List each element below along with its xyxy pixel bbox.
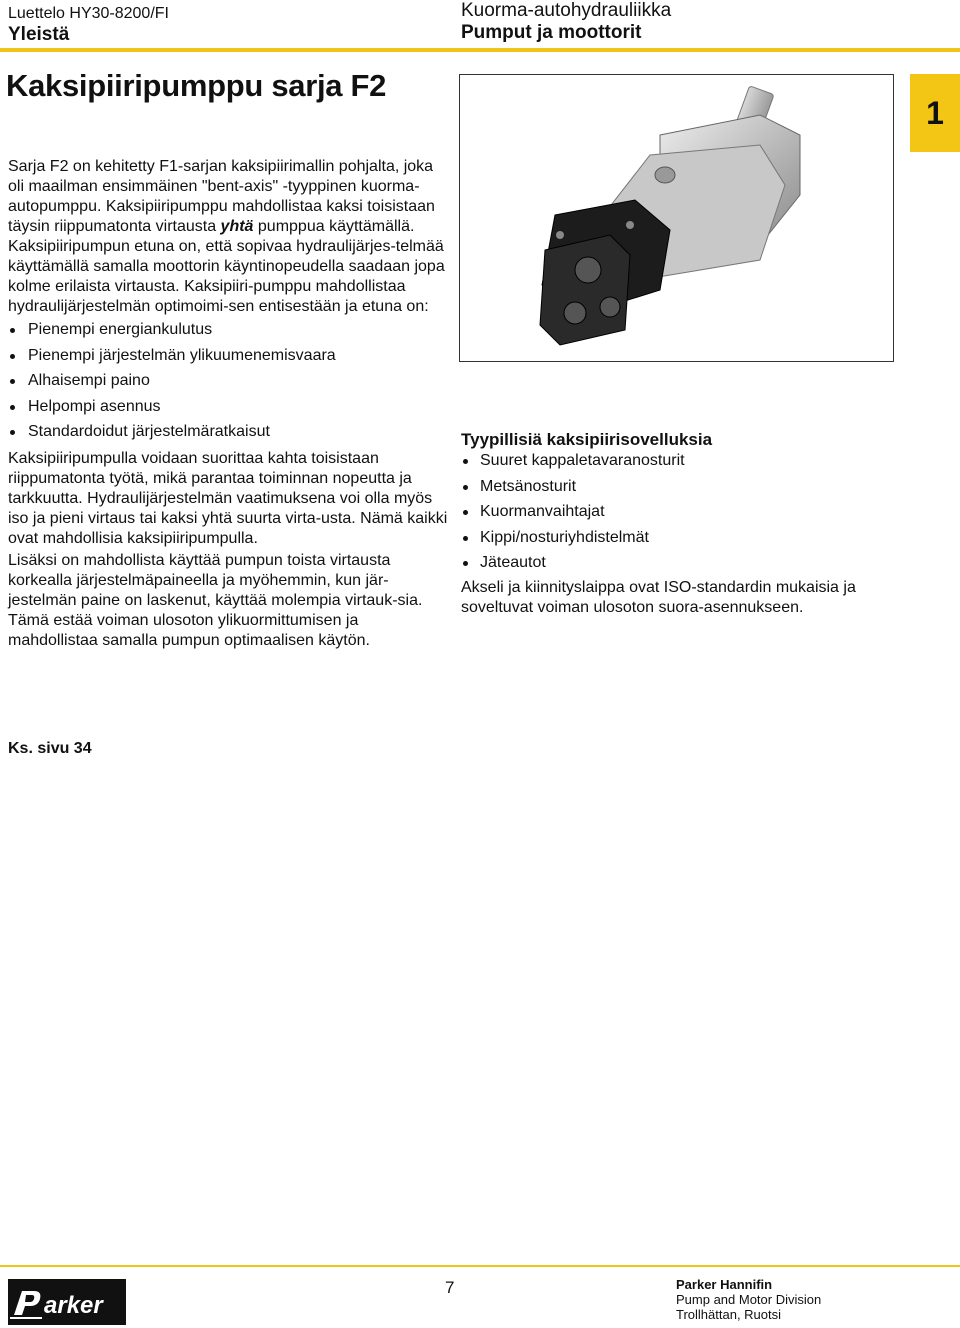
applications-column: [461, 430, 911, 618]
applications-list: [461, 450, 911, 578]
list-item: Suuret kappaletavaranosturit: [461, 450, 911, 476]
section-tab: [910, 74, 960, 152]
main-text-column: [8, 157, 448, 651]
parker-logo: [8, 1279, 126, 1325]
svg-text:arker: arker: [44, 1292, 103, 1319]
division-name: Pump and Motor Division: [676, 1292, 822, 1307]
list-item: Metsänosturit: [461, 476, 911, 502]
intro-p1-tail: pumppua käyttämällä.: [253, 218, 415, 235]
list-item: Jäteautot: [461, 552, 911, 578]
emphasis-text: yhtä: [220, 218, 254, 235]
list-item: Alhaisempi paino: [8, 370, 448, 396]
parker-logo-icon: [8, 1279, 126, 1325]
body-paragraph-3: Kaksipiiripumpulla voidaan suorittaa kahta toisistaan riippumatonta työtä, mikä parantaa toiminnan nopeutta ja tarkkuutta. Hydraulijärjestelmän vaatimuksena voi olla myös iso ja pieni virtaus tai kaksi yhtä suurta virta-usta. Nämä kaikki ovat mahdollisia kaksipiiripumpulla.: [8, 449, 448, 547]
page-reference-link[interactable]: Ks. sivu 34: [8, 740, 92, 757]
intro-paragraph-2: Kaksipiiripumpun etuna on, että sopivaa hydraulijärjes-telmää käyttämällä samalla moottorin käyntinopeudella saadaan jopa kolme erilaista virtausta. Kaksipiiri-pumppu mahdollistaa hydraulijärjestelmän optimoimi-sen entisestään ja etuna on:: [8, 238, 445, 315]
header-divider: [0, 48, 960, 52]
list-item: Pienempi järjestelmän ylikuumenemisvaara: [8, 345, 448, 371]
catalog-number: Luettelo HY30-8200/FI: [8, 5, 169, 22]
category-label: Kuorma-autohydrauliikka: [461, 0, 672, 21]
pump-photo: [459, 74, 894, 362]
company-name: Parker Hannifin: [676, 1277, 773, 1292]
section-tab-number: 1: [926, 95, 944, 131]
list-item: Helpompi asennus: [8, 396, 448, 422]
intro-paragraph-1: [8, 157, 448, 237]
list-item: Pienempi energiankulutus: [8, 319, 448, 345]
subcategory-label: Pumput ja moottorit: [461, 22, 642, 43]
list-item: Kippi/nosturiyhdistelmät: [461, 527, 911, 553]
applications-note: Akseli ja kiinnityslaippa ovat ISO-standardin mukaisia ja soveltuvat voiman ulosoton suora-asennukseen.: [461, 578, 856, 616]
section-label: Yleistä: [8, 24, 70, 45]
footer-company: [676, 1277, 821, 1322]
applications-heading: Tyypillisiä kaksipiirisovelluksia: [461, 430, 713, 449]
list-item: Standardoidut järjestelmäratkaisut: [8, 421, 448, 447]
pump-illustration: [460, 75, 893, 361]
header-right: [461, 0, 671, 44]
footer-divider: [0, 1265, 960, 1267]
body-paragraph-4: Lisäksi on mahdollista käyttää pumpun toista virtausta korkealla järjestelmäpaineella ja myöhemmin, kun jär-jestelmän paine on laskenut, käyttää molempia virtauk-sia. Tämä estää voiman ulosoton ylikuormittumisen ja mahdollistaa samalla pumpun optimaalisen käytön.: [8, 551, 423, 649]
location-name: Trollhättan, Ruotsi: [676, 1307, 782, 1322]
intro-p1-text: Sarja F2 on kehitetty F1-sarjan kaksipiirimallin pohjalta, joka oli maailman ensimmäinen "bent-axis" -tyyppinen kuorma-autopumppu. Kaksipiiripumppu mahdollistaa kaksi toisistaan täysin riippumatonta virtausta: [8, 158, 435, 235]
page-number: 7: [445, 1278, 455, 1297]
page-title: Kaksipiiripumppu sarja F2: [6, 68, 387, 103]
list-item: Kuormanvaihtajat: [461, 501, 911, 527]
benefits-list: [8, 319, 448, 447]
header-left: [8, 4, 169, 46]
